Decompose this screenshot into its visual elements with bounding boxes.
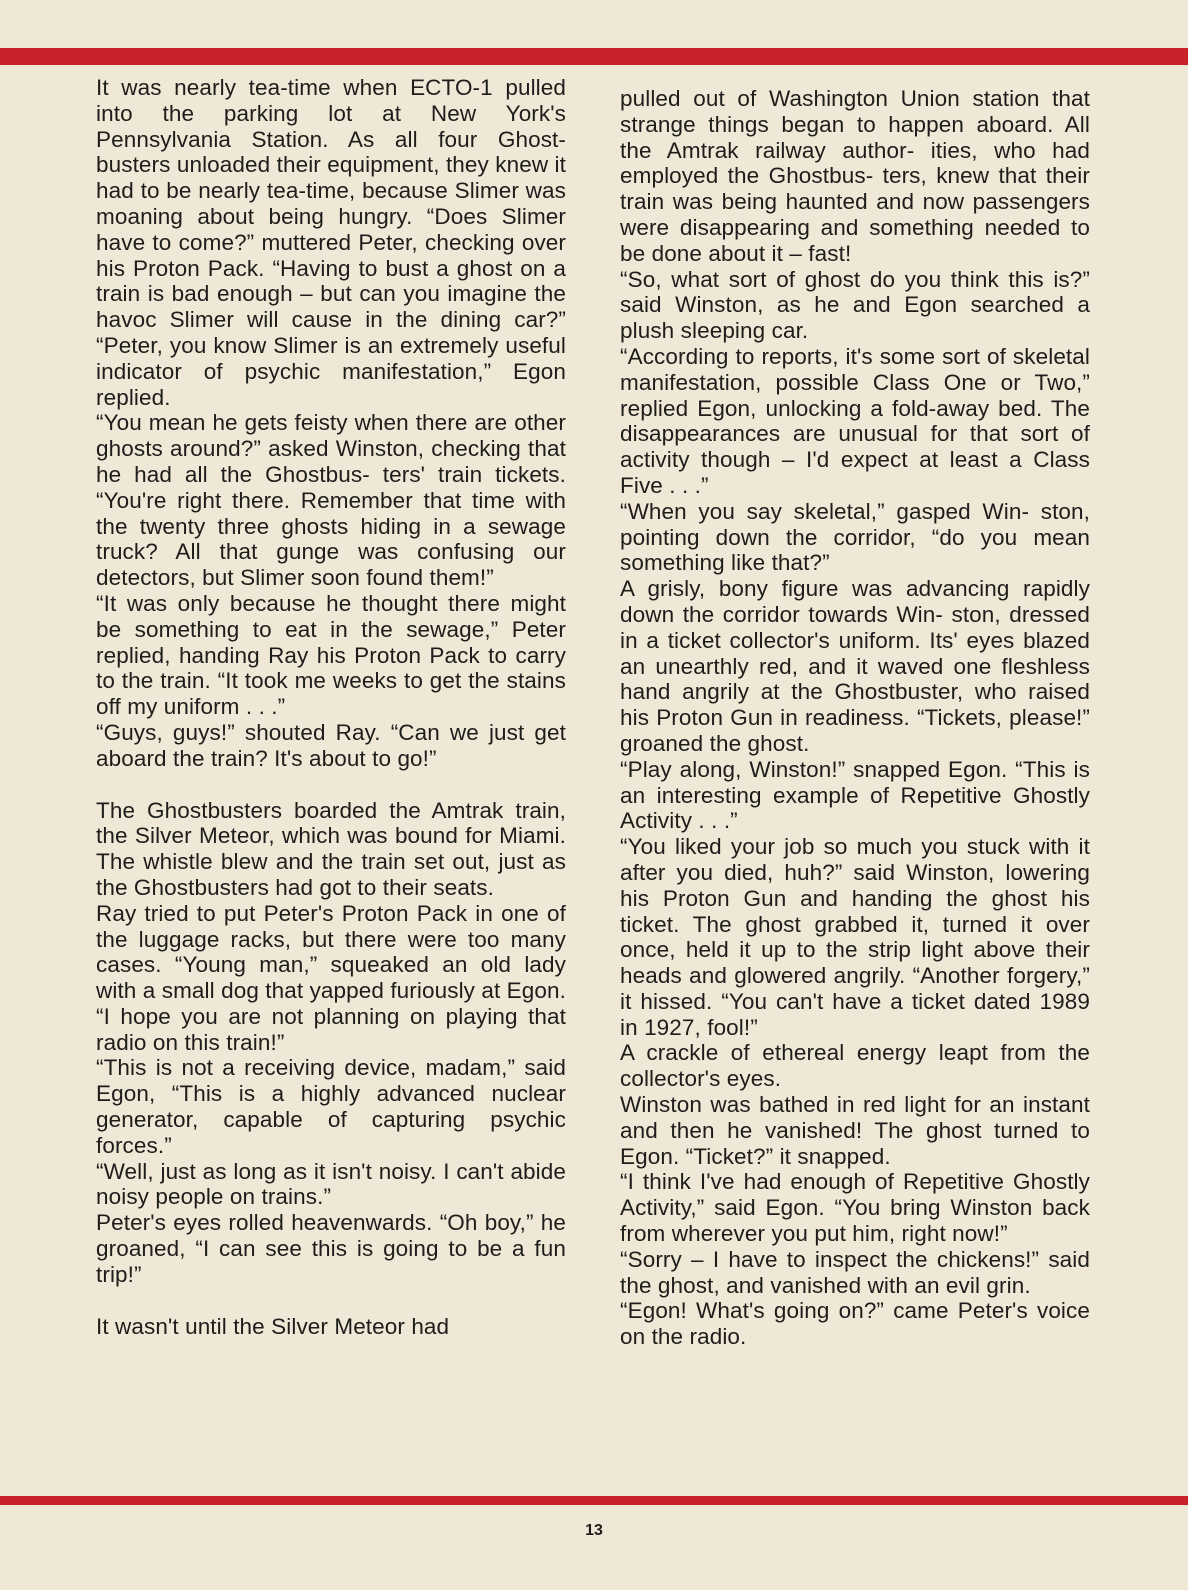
story-paragraph: “Guys, guys!” shouted Ray. “Can we just get aboard the train? It's about to go!” bbox=[96, 719, 566, 771]
story-paragraph: Peter's eyes rolled heavenwards. “Oh boy,” he groaned, “I can see this is going to be a fun trip!” bbox=[96, 1210, 566, 1287]
story-column-left bbox=[96, 75, 566, 1493]
story-paragraph: A crackle of ethereal energy leapt from the collector's eyes. bbox=[620, 1040, 1090, 1092]
bottom-red-rule bbox=[0, 1496, 1188, 1505]
page-number: 13 bbox=[585, 1522, 603, 1539]
story-paragraph: “According to reports, it's some sort of skeletal manifestation, possible Class One or Two,” replied Egon, unlocking a fold-away bed. The disappearances are unusual for that sort of activity though – I'd expect at least a Class Five . . .” bbox=[620, 343, 1090, 498]
story-paragraph: The Ghostbusters boarded the Amtrak train, the Silver Meteor, which was bound for Miami. The whistle blew and the train set out, just as the Ghostbusters had got to their seats. bbox=[96, 797, 566, 900]
story-column-right bbox=[620, 86, 1090, 1504]
story-paragraph: A grisly, bony figure was advancing rapidly down the corridor towards Win- ston, dressed in a ticket collector's uniform. Its' eyes blazed an unearthly red, and it waved one fleshless hand angrily at the Ghostbuster, who raised his Proton Gun in readiness. “Tickets, please!” groaned the ghost. bbox=[620, 576, 1090, 756]
story-paragraph: Ray tried to put Peter's Proton Pack in one of the luggage racks, but there were too many cases. “Young man,” squeaked an old lady with a small dog that yapped furiously at Egon. “I hope you are not planning on playing that radio on this train!” bbox=[96, 900, 566, 1055]
top-red-rule bbox=[0, 48, 1188, 65]
story-paragraph: “It was only because he thought there might be something to eat in the sewage,” Peter replied, handing Ray his Proton Pack to carry to the train. “It took me weeks to get the stains off my uniform . . .” bbox=[96, 590, 566, 720]
story-paragraph: “Sorry – I have to inspect the chickens!” said the ghost, and vanished with an evil grin. bbox=[620, 1246, 1090, 1298]
story-paragraph: It wasn't until the Silver Meteor had bbox=[96, 1313, 450, 1339]
story-paragraph: “So, what sort of ghost do you think this is?” said Winston, as he and Egon searched a plush sleeping car. bbox=[620, 266, 1090, 344]
story-paragraph: Winston was bathed in red light for an instant and then he vanished! The ghost turned to Egon. “Ticket?” it snapped. bbox=[620, 1092, 1090, 1169]
story-paragraph: “You mean he gets feisty when there are other ghosts around?” asked Winston, checking that he had all the Ghostbus- ters' train tickets. “You're right there. Remember that time with the twenty three ghosts hiding in a sewage truck? All that gunge was confusing our detectors, but Slimer soon found them!” bbox=[96, 410, 566, 591]
story-paragraph: “Play along, Winston!” snapped Egon. “This is an interesting example of Repetitive Ghostly Activity . . .” bbox=[620, 756, 1090, 834]
story-paragraph: “You liked your job so much you stuck with it after you died, huh?” said Winston, lowering his Proton Gun and handing the ghost his ticket. The ghost grabbed it, turned it over once, held it up to the strip light above their heads and glowered angrily. “Another forgery,” it hissed. “You can't have a ticket dated 1989 in 1927, fool!” bbox=[620, 834, 1090, 1040]
story-paragraph: “This is not a receiving device, madam,” said Egon, “This is a highly advanced nuclear generator, capable of capturing psychic forces.” bbox=[96, 1055, 566, 1158]
story-paragraph: “Egon! What's going on?” came Peter's voice on the radio. bbox=[620, 1298, 1090, 1350]
story-paragraph: “Well, just as long as it isn't noisy. I can't abide noisy people on trains.” bbox=[96, 1158, 566, 1210]
story-paragraph: “I think I've had enough of Repetitive Ghostly Activity,” said Egon. “You bring Winston back from wherever you put him, right now!” bbox=[620, 1169, 1090, 1247]
story-paragraph: “When you say skeletal,” gasped Win- ston, pointing down the corridor, “do you mean something like that?” bbox=[620, 498, 1090, 576]
story-paragraph: pulled out of Washington Union station that strange things began to happen aboard. All the Amtrak railway author- ities, who had employed the Ghostbus- ters, knew that their train was being haunted and now passengers were disappearing and something needed to be done about it – fast! bbox=[620, 86, 1090, 266]
story-paragraph: It was nearly tea-time when ECTO-1 pulled into the parking lot at New York's Pennsylvania Station. As all four Ghost- busters unloaded their equipment, they knew it had to be nearly tea-time, because Slimer was moaning about being hungry. “Does Slimer have to come?” muttered Peter, checking over his Proton Pack. “Having to bust a ghost on a train is bad enough – but can you imagine the havoc Slimer will cause in the dining car?” “Peter, you know Slimer is an extremely useful indicator of psychic manifestation,” Egon replied. bbox=[96, 75, 566, 410]
